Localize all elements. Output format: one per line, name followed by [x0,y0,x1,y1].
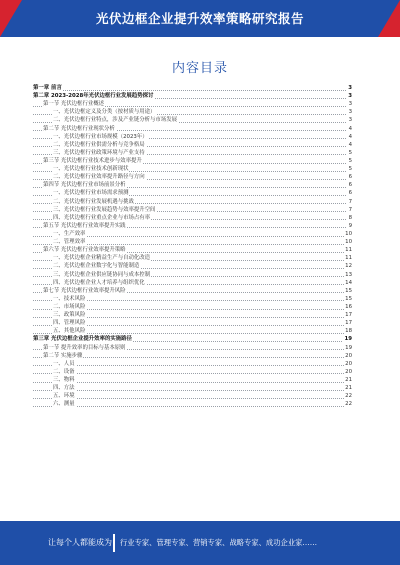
toc-entry[interactable] [33,198,352,206]
toc-entry[interactable] [33,335,352,343]
toc-entry-page: 14 [345,279,352,286]
toc-entry[interactable] [33,149,352,157]
toc-entry[interactable] [33,181,352,189]
toc-entry[interactable] [33,108,352,116]
toc-entry-title: 第一章 前言 [33,85,62,91]
footer-divider [113,534,115,552]
toc-entry-title: 二、管理效率 [53,239,86,246]
toc-entry-page: 19 [344,336,352,343]
toc-entry[interactable] [33,271,352,279]
toc-entry-title: 一、光伏边框定义及分类（按材质与用途） [53,109,156,116]
toc-entry-title: 二、市场风险 [53,303,86,310]
toc-entry-title: 四、管理风险 [53,320,86,327]
toc-entry-page: 15 [345,287,352,294]
toc-entry[interactable] [33,254,352,262]
toc-entry-title: 三、光伏边框行业发展趋势与效率提升空间 [53,206,156,213]
footer-tagline: 行业专家、管理专家、营销专家、战略专家、成功企业家…… [120,538,318,547]
toc-entry[interactable] [33,173,352,181]
toc-entry[interactable] [33,214,352,222]
toc-leader-dots [33,90,346,91]
toc-entry[interactable] [33,368,352,376]
toc-entry-page: 15 [345,295,352,302]
toc-entry[interactable] [33,392,352,400]
toc-entry-page: 3 [348,93,352,100]
toc-entry-page: 17 [345,312,352,319]
toc-entry-page: 13 [345,271,352,278]
header-banner [0,0,400,37]
toc-entry-title: 一、人员 [53,360,75,367]
toc-entry-page: 3 [348,109,352,116]
toc-entry-title: 五、环境 [53,393,75,400]
toc-entry-page: 20 [345,368,352,375]
header-accent-left [0,0,22,37]
toc-entry[interactable] [33,157,352,165]
toc-entry[interactable] [33,165,352,173]
toc-entry-title: 四、方法 [53,385,75,392]
toc-entry-title: 第五节 光伏边框行业效率提升实践 [43,222,126,229]
toc-entry-title: 一、技术风险 [53,295,86,302]
toc-entry-page: 6 [348,190,352,197]
toc-leader-dots [33,365,346,366]
toc-entry-page: 20 [345,352,352,359]
toc-entry[interactable] [33,141,352,149]
toc-entry-title: 第六节 光伏边框行业效率提升策略 [43,247,126,254]
toc-entry-title: 六、测量 [53,401,75,408]
toc-entry-page: 8 [348,214,352,221]
toc-entry[interactable] [33,262,352,270]
toc-entry-page: 9 [348,222,352,229]
toc-entry-page: 4 [348,125,352,132]
toc-entry-title: 第三章 光伏边框企业提升效率的实施路径 [33,336,132,343]
toc-entry-page: 11 [345,255,352,262]
toc-entry-title: 第一节 光伏边框行业概述 [43,101,105,108]
toc-entry-title: 第四节 光伏边框行业市场前景分析 [43,182,126,189]
header-accent-right [378,0,400,37]
toc-entry[interactable] [33,230,352,238]
toc-entry-title: 第二章 2023-2028年光伏边框行业发展趋势探讨 [33,93,154,100]
toc-entry-title: 五、其他风险 [53,328,86,335]
toc-entry-page: 12 [345,263,352,270]
toc-entry[interactable] [33,352,352,360]
toc-entry-page: 3 [348,101,352,108]
toc-entry-title: 三、物料 [53,376,75,383]
toc-entry-page: 5 [348,166,352,173]
toc-entry[interactable] [33,133,352,141]
toc-entry[interactable] [33,92,352,100]
toc-entry-title: 一、光伏边框企业精益生产与自动化改造 [53,255,151,262]
toc-entry-title: 第二节 实施步骤 [43,352,83,359]
toc-entry-title: 一、光伏边框行业技术创新现状 [53,166,129,173]
toc-entry-page: 6 [348,182,352,189]
toc-entry[interactable] [33,400,352,408]
toc-entry-page: 7 [348,206,352,213]
toc-entry-title: 第七节 光伏边框行业效率提升风险 [43,287,126,294]
toc-entry-page: 11 [345,247,352,254]
toc-entry-title: 第三节 光伏边框行业技术进步与效率提升 [43,157,142,164]
toc-entry[interactable] [33,303,352,311]
toc-entry[interactable] [33,384,352,392]
toc-entry-page: 4 [348,141,352,148]
toc-entry[interactable] [33,189,352,197]
toc-entry-title: 一、光伏边框行业市场需求预测 [53,190,129,197]
toc-entry-page: 6 [348,174,352,181]
toc-entry-title: 二、光伏边框行业供需分析与竞争格局 [53,141,145,148]
toc-entry-page: 5 [348,149,352,156]
toc-entry-page: 3 [348,85,352,91]
toc-entry[interactable] [33,327,352,335]
toc-entry-page: 19 [345,344,352,351]
toc-entry[interactable] [33,116,352,124]
toc-entry-page: 7 [348,198,352,205]
toc-entry[interactable] [33,206,352,214]
toc-entry[interactable] [33,344,352,352]
toc-entry-page: 22 [345,401,352,408]
toc-entry[interactable] [33,319,352,327]
toc-entry-title: 三、光伏边框企业供应链协同与成本控制 [53,271,151,278]
toc-entry-title: 二、光伏边框行业特点，涉及产业链分析与市场发展 [53,117,177,124]
toc-entry[interactable] [33,246,352,254]
toc-entry-page: 3 [348,117,352,124]
toc-entry-title: 四、光伏边框行业重点企业与市场占有率 [53,214,151,221]
toc-entry-page: 18 [345,328,352,335]
toc-entry-page: 17 [345,320,352,327]
toc-entry-page: 22 [345,393,352,400]
toc-leader-dots [33,382,346,383]
toc-entry-title: 一、光伏边框行业市场规模（2023年） [53,133,148,140]
toc-entry[interactable] [33,84,352,92]
toc-entry-page: 5 [348,157,352,164]
toc-entry-page: 21 [345,376,352,383]
toc-entry[interactable] [33,222,352,230]
toc-entry-title: 第一节 提升效率的目标与基本原则 [43,344,126,351]
toc-entry-title: 第二节 光伏边框行业现状分析 [43,125,115,132]
toc-entry-page: 10 [345,239,352,246]
toc-entry-page: 4 [348,133,352,140]
toc-entry[interactable] [33,295,352,303]
toc-entry[interactable] [33,279,352,287]
footer-slogan: 让每个人都能成为 [48,538,112,547]
toc-heading: 内容目录 [171,61,228,76]
toc-entry[interactable] [33,238,352,246]
toc-leader-dots [33,373,346,374]
toc-entry-title: 三、政策风险 [53,312,86,319]
toc-entry-title: 二、光伏边框企业数字化与智能制造 [53,263,140,270]
report-title: 光伏边框企业提升效率策略研究报告 [95,11,304,26]
toc-entry[interactable] [33,100,352,108]
toc-entry-title: 三、光伏边框行业政策环境与产业支持 [53,149,145,156]
toc-entry-title: 二、光伏边框行业效率提升路径与方向 [53,174,145,181]
toc-leader-dots [33,406,346,407]
toc-entry-page: 16 [345,303,352,310]
toc-entry-title: 四、光伏边框企业人才培养与组织优化 [53,279,145,286]
footer-banner [0,521,400,565]
toc-leader-dots [33,390,346,391]
toc-entry[interactable] [33,360,352,368]
toc-entry-title: 二、光伏边框行业发展机遇与挑战 [53,198,134,205]
toc-entry-page: 10 [345,230,352,237]
toc-entry[interactable] [33,311,352,319]
toc-entry-title: 一、生产效率 [53,230,86,237]
toc-entry-page: 21 [345,385,352,392]
toc-entry[interactable] [33,376,352,384]
toc-entry-title: 二、设备 [53,368,75,375]
table-of-contents [33,84,352,408]
toc-entry[interactable] [33,125,352,133]
toc-entry-page: 20 [345,360,352,367]
toc-entry[interactable] [33,287,352,295]
toc-leader-dots [33,398,346,399]
